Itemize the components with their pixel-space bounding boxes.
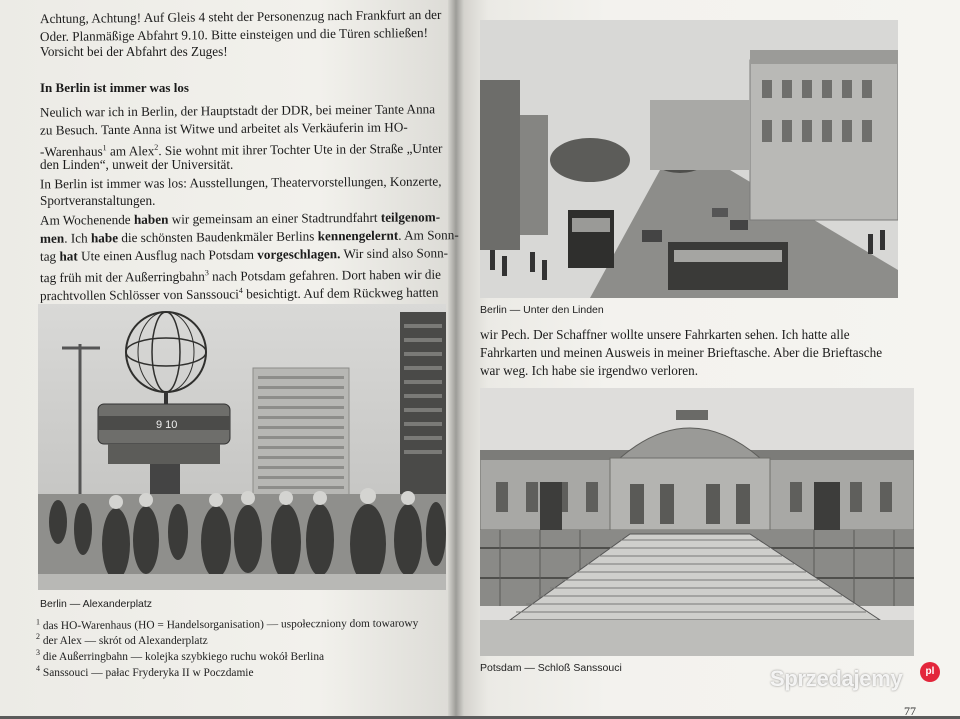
alexanderplatz-caption: Berlin — Alexanderplatz xyxy=(40,598,153,610)
footnote: $^3$ die Außerringbahn — kolejka szybkiego ruchu wokół Berlina xyxy=(36,648,325,663)
text-line: zu Besuch. Tante Anna ist Witwe und arbeitet als Verkäuferin im HO- xyxy=(39,119,408,138)
alexanderplatz-photo xyxy=(38,304,446,590)
world-clock-sign: 9 10 xyxy=(156,419,178,431)
text-line: wir Pech. Der Schaffner wollte unsere Fahrkarten sehen. Ich hatte alle xyxy=(480,327,850,342)
book-gutter xyxy=(448,0,464,716)
announcement-line: Achtung, Achtung! Auf Gleis 4 steht der Personenzug nach Frankfurt an der xyxy=(39,6,442,27)
text-line: den Linden“, unweit der Universität. xyxy=(40,157,234,172)
sanssouci-caption: Potsdam — Schloß Sanssouci xyxy=(480,662,622,674)
unter-den-linden-photo xyxy=(480,20,898,298)
text-line: Neulich war ich in Berlin, der Hauptstadt der DDR, bei meiner Tante Anna xyxy=(39,101,436,120)
footnote: $^2$ der Alex — skrót od Alexanderplatz xyxy=(36,632,208,647)
text-line: tag hat Ute einen Ausflug nach Potsdam vorgeschlagen. Wir sind also Sonn- xyxy=(39,245,449,264)
text-line: tag früh mit der Außerringbahn$^3$ nach Potsdam gefahren. Dort haben wir die xyxy=(39,266,442,286)
text-line: Am Wochenende haben wir gemeinsam an einer Stadtrundfahrt teilgenom- xyxy=(39,209,441,228)
text-line: -Warenhaus$^1$ am Alex$^2$. Sie wohnt mit ihrer Tochter Ute in der Straße „Unter xyxy=(39,140,443,160)
text-line: Sportveranstaltungen. xyxy=(40,193,156,208)
unter-den-linden-caption: Berlin — Unter den Linden xyxy=(480,304,604,316)
announcement-line: Vorsicht bei der Abfahrt des Zuges! xyxy=(40,44,228,59)
text-line: Fahrkarten und meinen Ausweis in meiner Brieftasche. Aber die Brieftasche xyxy=(480,345,883,360)
text-line: In Berlin ist immer was los: Ausstellungen, Theatervorstellungen, Konzerte, xyxy=(39,173,442,192)
page-number: 77 xyxy=(904,704,916,718)
text-line: men. Ich habe die schönsten Baudenkmäler Berlins kennengelernt. Am Sonn- xyxy=(39,227,459,246)
text-line: prachtvollen Schlösser von Sanssouci$^4$ besichtigt. Auf dem Rückweg hatten xyxy=(39,284,439,304)
sanssouci-photo xyxy=(480,388,914,656)
announcement-line: Oder. Planmäßige Abfahrt 9.10. Bitte einsteigen und die Türen schließen! xyxy=(39,24,429,45)
text-line: war weg. Ich habe sie irgendwo verloren. xyxy=(480,363,698,378)
watermark-text: Sprzedajemy xyxy=(770,666,903,691)
footnote: $^4$ Sanssouci — pałac Fryderyka II w Poczdamie xyxy=(36,664,254,679)
footnote: $^1$ das HO-Warenhaus (HO = Handelsorganisation) — uspołeczniony dom towarowy xyxy=(35,617,419,633)
section-heading: In Berlin ist immer was los xyxy=(40,80,189,95)
watermark-badge: pl xyxy=(920,662,940,682)
